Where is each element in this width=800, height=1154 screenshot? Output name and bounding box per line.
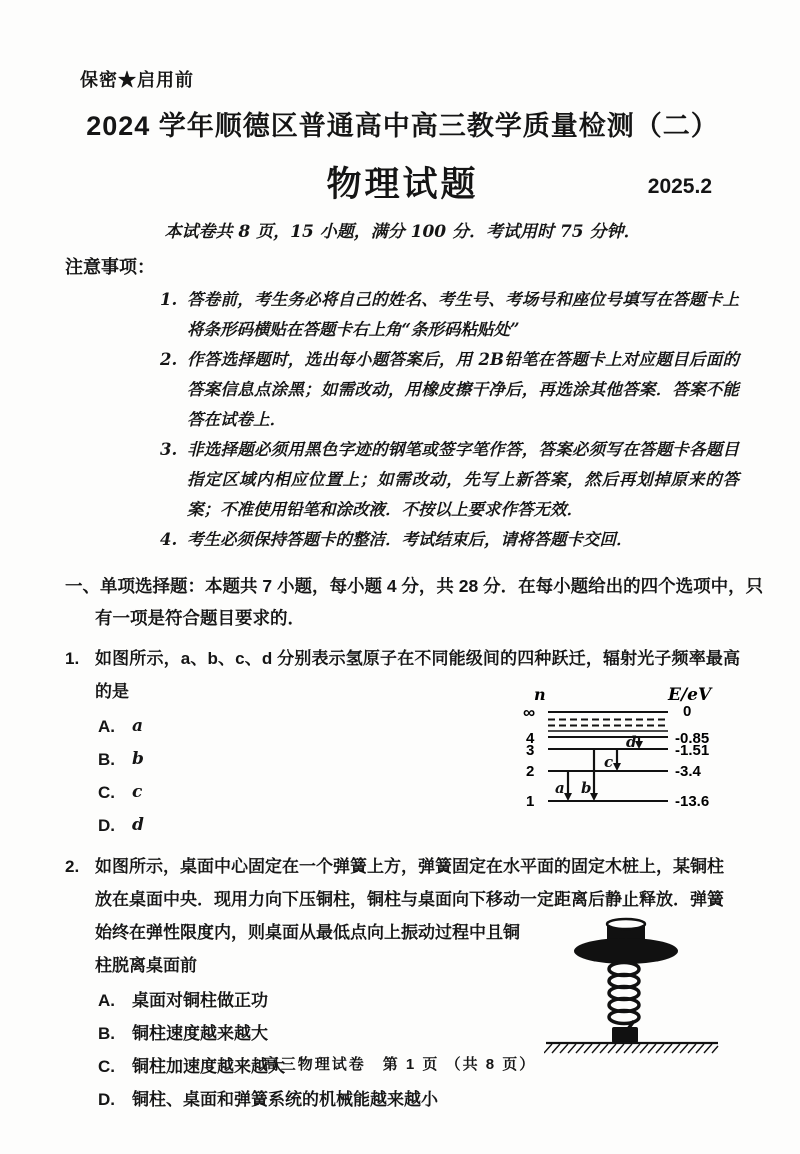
- option-label: D.: [98, 1090, 115, 1109]
- n-axis-label: n: [534, 686, 546, 704]
- note-item-2: [160, 345, 740, 435]
- table-top: [574, 938, 678, 964]
- question-2: [65, 850, 740, 1116]
- arrowhead-c: [613, 763, 621, 771]
- option-label: B.: [98, 1024, 115, 1043]
- level-e-136: -13.6: [675, 793, 710, 810]
- note-item-4: [160, 525, 740, 555]
- option-label: D.: [98, 816, 115, 835]
- question-text: 如图所示，桌面中心固定在一个弹簧上方，弹簧固定在水平面的固定木桩上，某铜柱: [95, 857, 724, 876]
- note-text: 作答选择题时，选出每小题答案后，用 2B铅笔在答题卡上对应题目后面的答案信息点涂黑；如需改动，用橡皮擦干净后，再选涂其他答案．答案不能答在试卷上．: [187, 350, 739, 429]
- level-n-4: 4: [526, 730, 535, 747]
- question-2-text-line-1: [65, 850, 740, 883]
- option-text: d: [132, 815, 144, 835]
- option-label: C.: [98, 783, 115, 802]
- note-item-3: [160, 435, 740, 525]
- option-d: [98, 1083, 740, 1116]
- exam-date: 2025.2: [647, 175, 712, 198]
- note-number: 3.: [160, 440, 178, 459]
- option-label: A.: [98, 717, 115, 736]
- question-1: [65, 642, 740, 842]
- option-label: C.: [98, 1057, 115, 1076]
- option-text: a: [132, 716, 144, 736]
- exam-title: 2024 学年顺德区普通高中高三教学质量检测（二）: [86, 111, 719, 141]
- question-text: 如图所示，a、b、c、d 分别表示氢原子在不同能级间的四种跃迁，辐射光子频率最高的是: [95, 649, 740, 701]
- question-2-text-line-4: 柱脱离桌面前: [95, 956, 197, 975]
- level-n-1: 1: [526, 793, 535, 810]
- transition-c-label: c: [604, 753, 614, 771]
- option-text: 桌面对铜柱做正功: [132, 991, 268, 1010]
- transition-a-label: a: [555, 779, 565, 797]
- notes-list: [160, 285, 756, 555]
- note-item-1: [160, 285, 756, 345]
- option-text: 铜柱、桌面和弹簧系统的机械能越来越小: [132, 1090, 438, 1109]
- copper-cylinder-top: [607, 919, 645, 929]
- question-number: 1.: [65, 649, 80, 668]
- note-text: 非选择题必须用黑色字迹的钢笔或签字笔作答，答案必须写在答题卡各题目指定区域内相应位置上；如需改动，先写上新答案，然后再划掉原来的答案；不准使用铅笔和涂改液．不按以上要求作答无效．: [187, 440, 739, 519]
- ground-hatching: [544, 1044, 718, 1053]
- question-2-text-line-3: 始终在弹性限度内，则桌面从最低点向上振动过程中且铜: [95, 923, 520, 942]
- option-text: b: [132, 749, 144, 769]
- exam-info-line: 本试卷共 8 页，15 小题，满分 100 分．考试用时 75 分钟．: [164, 222, 641, 242]
- energy-level-diagram: [520, 686, 752, 817]
- transition-b-label: b: [581, 779, 592, 797]
- note-text: 答卷前，考生务必将自己的姓名、考生号、考场号和座位号填写在答题卡上 将条形码横贴在答题卡右上角“条形码粘贴处”: [187, 290, 756, 339]
- level-n-infinity: ∞: [523, 703, 536, 722]
- option-label: B.: [98, 750, 115, 769]
- page-footer: 高三物理试卷 第 1 页 （共 8 页）: [263, 1056, 537, 1073]
- e-axis-label: E/eV: [668, 686, 712, 705]
- spring-table-figure: [544, 914, 722, 1061]
- level-e-34: -3.4: [675, 763, 701, 780]
- option-text: 铜柱加速度越来越大: [132, 1057, 285, 1076]
- question-2-text-line-2: 放在桌面中央．现用力向下压铜柱，铜柱与桌面向下移动一定距离后静止释放．弹簧: [95, 890, 724, 909]
- level-n-2: 2: [526, 763, 535, 780]
- wooden-stake: [612, 1027, 638, 1043]
- arrowhead-a: [564, 793, 572, 801]
- subject-title: 物理试题: [326, 165, 479, 204]
- level-e-0: 0: [683, 703, 692, 720]
- level-e-151: -1.51: [675, 742, 710, 759]
- level-n-3: 3: [526, 742, 535, 759]
- note-number: 2.: [160, 350, 178, 369]
- note-text: 考生必须保持答题卡的整洁．考试结束后，请将答题卡交回．: [187, 530, 633, 549]
- classification-label: 保密★启用前: [80, 70, 194, 90]
- subject-row: [65, 157, 740, 203]
- note-number: 1.: [160, 290, 178, 309]
- note-number: 4.: [160, 530, 178, 549]
- option-text: 铜柱速度越来越大: [132, 1024, 268, 1043]
- spring-coil: [609, 963, 639, 1030]
- notes-header: 注意事项：: [65, 257, 155, 277]
- question-number: 2.: [65, 857, 80, 876]
- transition-d-label: d: [626, 733, 637, 751]
- option-label: A.: [98, 991, 115, 1010]
- option-text: c: [132, 782, 143, 802]
- level-e-085: -0.85: [675, 730, 710, 747]
- section-1-header: 一、单项选择题：本题共 7 小题，每小题 4 分，共 28 分．在每小题给出的四个选项中，只有一项是符合题目要求的．: [65, 576, 764, 628]
